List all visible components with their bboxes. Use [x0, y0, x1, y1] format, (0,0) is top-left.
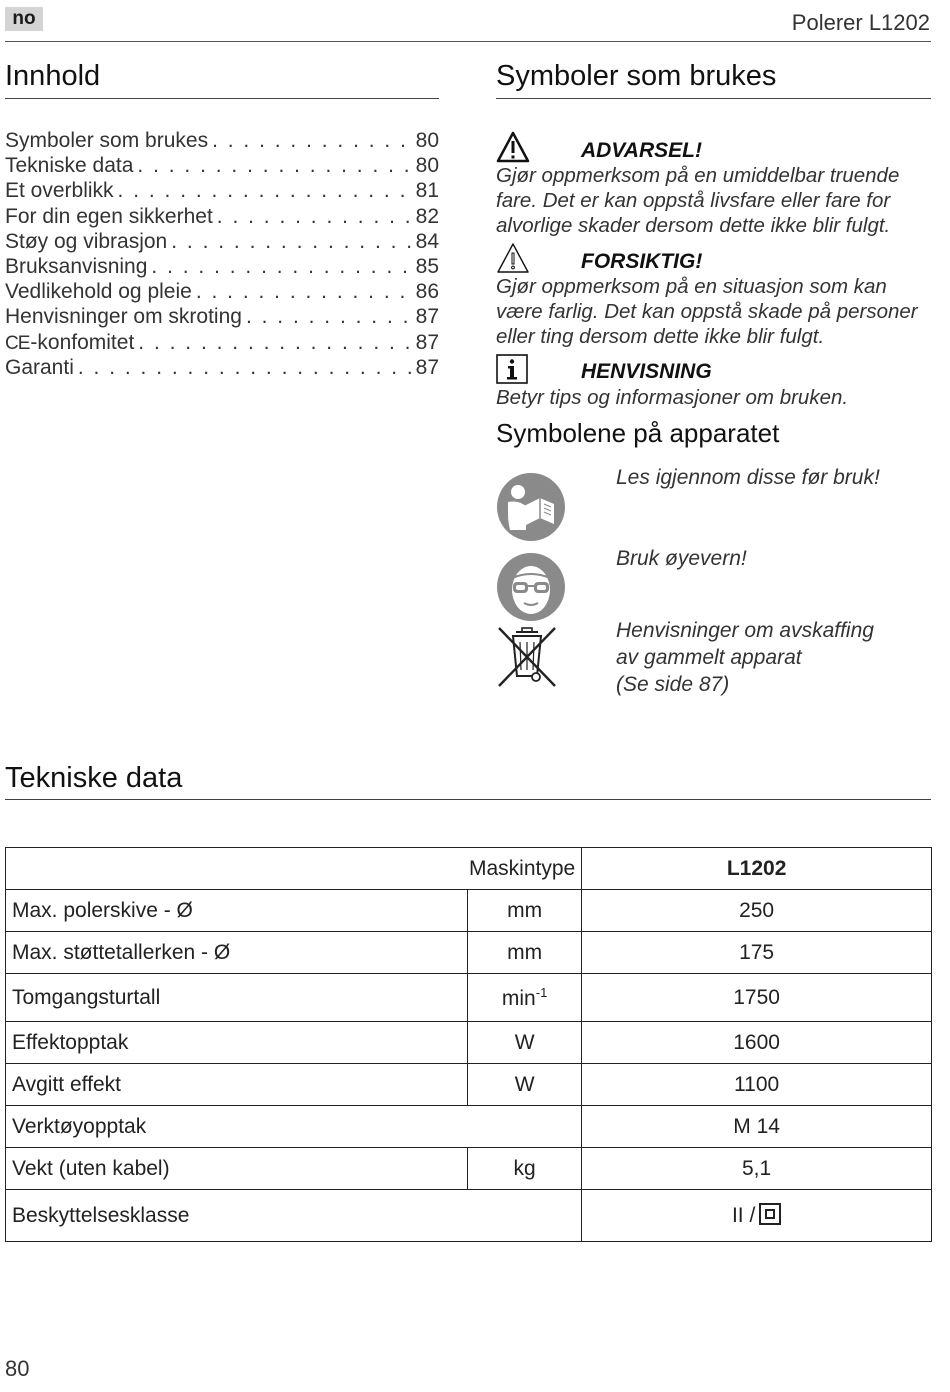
toc-item[interactable]: Henvisninger om skroting . . . 87 [5, 305, 439, 330]
page-number: 80 [5, 1356, 30, 1381]
toc-item[interactable]: Symboler som brukes . . . 80 [5, 129, 439, 154]
device-symbols-heading: Symbolene på apparatet [496, 418, 780, 448]
toc-item[interactable]: For din egen sikkerhet . . . 82 [5, 205, 439, 230]
device-symbol-text: Bruk øyevern! [616, 547, 747, 570]
caution-text: Gjør oppmerksom på en situasjon som kan være farlig. Det kan oppstå skade på personer eller ting dersom dette ikke blir fulgt. [496, 275, 918, 348]
crossed-bin-icon [496, 624, 558, 688]
table-row: Effektopptak W 1600 [6, 1022, 932, 1064]
table-row: Vekt (uten kabel) kg 5,1 [6, 1148, 932, 1190]
table-row: Max. polerskive - Ø mm 250 [6, 890, 932, 932]
toc-item[interactable]: Støy og vibrasjon . . . 84 [5, 230, 439, 255]
toc-item[interactable]: Garanti . . . 87 [5, 356, 439, 381]
table-of-contents [5, 129, 439, 381]
read-manual-icon [496, 472, 566, 542]
toc-item[interactable]: Vedlikehold og pleie . . . 86 [5, 280, 439, 305]
machine-type-label: Maskintype [6, 848, 582, 890]
note-text: Betyr tips og informasjoner om bruken. [496, 386, 849, 409]
device-symbol-text: Les igjennom disse før bruk! [616, 466, 880, 489]
info-icon [496, 354, 528, 384]
ce-mark-icon: CE [5, 332, 30, 354]
model-cell: L1202 [582, 848, 932, 890]
eye-protection-icon [496, 552, 566, 622]
table-header-row [6, 848, 932, 890]
toc-item[interactable]: Bruksanvisning . . . 85 [5, 255, 439, 280]
warning-text: Gjør oppmerksom på en umiddelbar truende fare. Det er kan oppstå livsfare eller fare for alvorlige skader dersom dette ikke blir fulgt. [496, 164, 900, 237]
caution-title: FORSIKTIG! [581, 250, 703, 273]
header-rule [5, 41, 931, 42]
symbols-rule [496, 98, 931, 99]
table-row: Tomgangsturtall $\min^{-1}$ 1750 [6, 974, 932, 1022]
caution-triangle-icon [496, 242, 530, 274]
table-row: Max. støttetallerken - Ø mm 175 [6, 932, 932, 974]
toc-item[interactable]: CE-konfomitet . . . 87 [5, 331, 439, 356]
tech-table [5, 847, 932, 1242]
protection-class-ii-icon [759, 1203, 781, 1225]
document-title: Polerer L1202 [791, 10, 930, 35]
toc-rule [5, 98, 439, 99]
toc-item[interactable]: Et overblikk . . . 81 [5, 179, 439, 204]
tech-rule [5, 799, 931, 800]
table-row: Verktøyopptak M 14 [6, 1106, 932, 1148]
language-badge: no [5, 7, 43, 31]
toc-item[interactable]: Tekniske data . . . 80 [5, 154, 439, 179]
warning-title: ADVARSEL! [581, 139, 702, 162]
table-row: Beskyttelsesklasse II / [6, 1190, 932, 1242]
table-row: Avgitt effekt W 1100 [6, 1064, 932, 1106]
symbols-heading: Symboler som brukes [496, 60, 777, 92]
tech-heading: Tekniske data [5, 762, 183, 794]
warning-triangle-icon [496, 131, 530, 163]
toc-heading: Innhold [5, 60, 101, 92]
note-title: HENVISNING [581, 360, 712, 383]
disposal-text: Henvisninger om avskaffing av gammelt apparat (Se side 87) [616, 619, 874, 696]
